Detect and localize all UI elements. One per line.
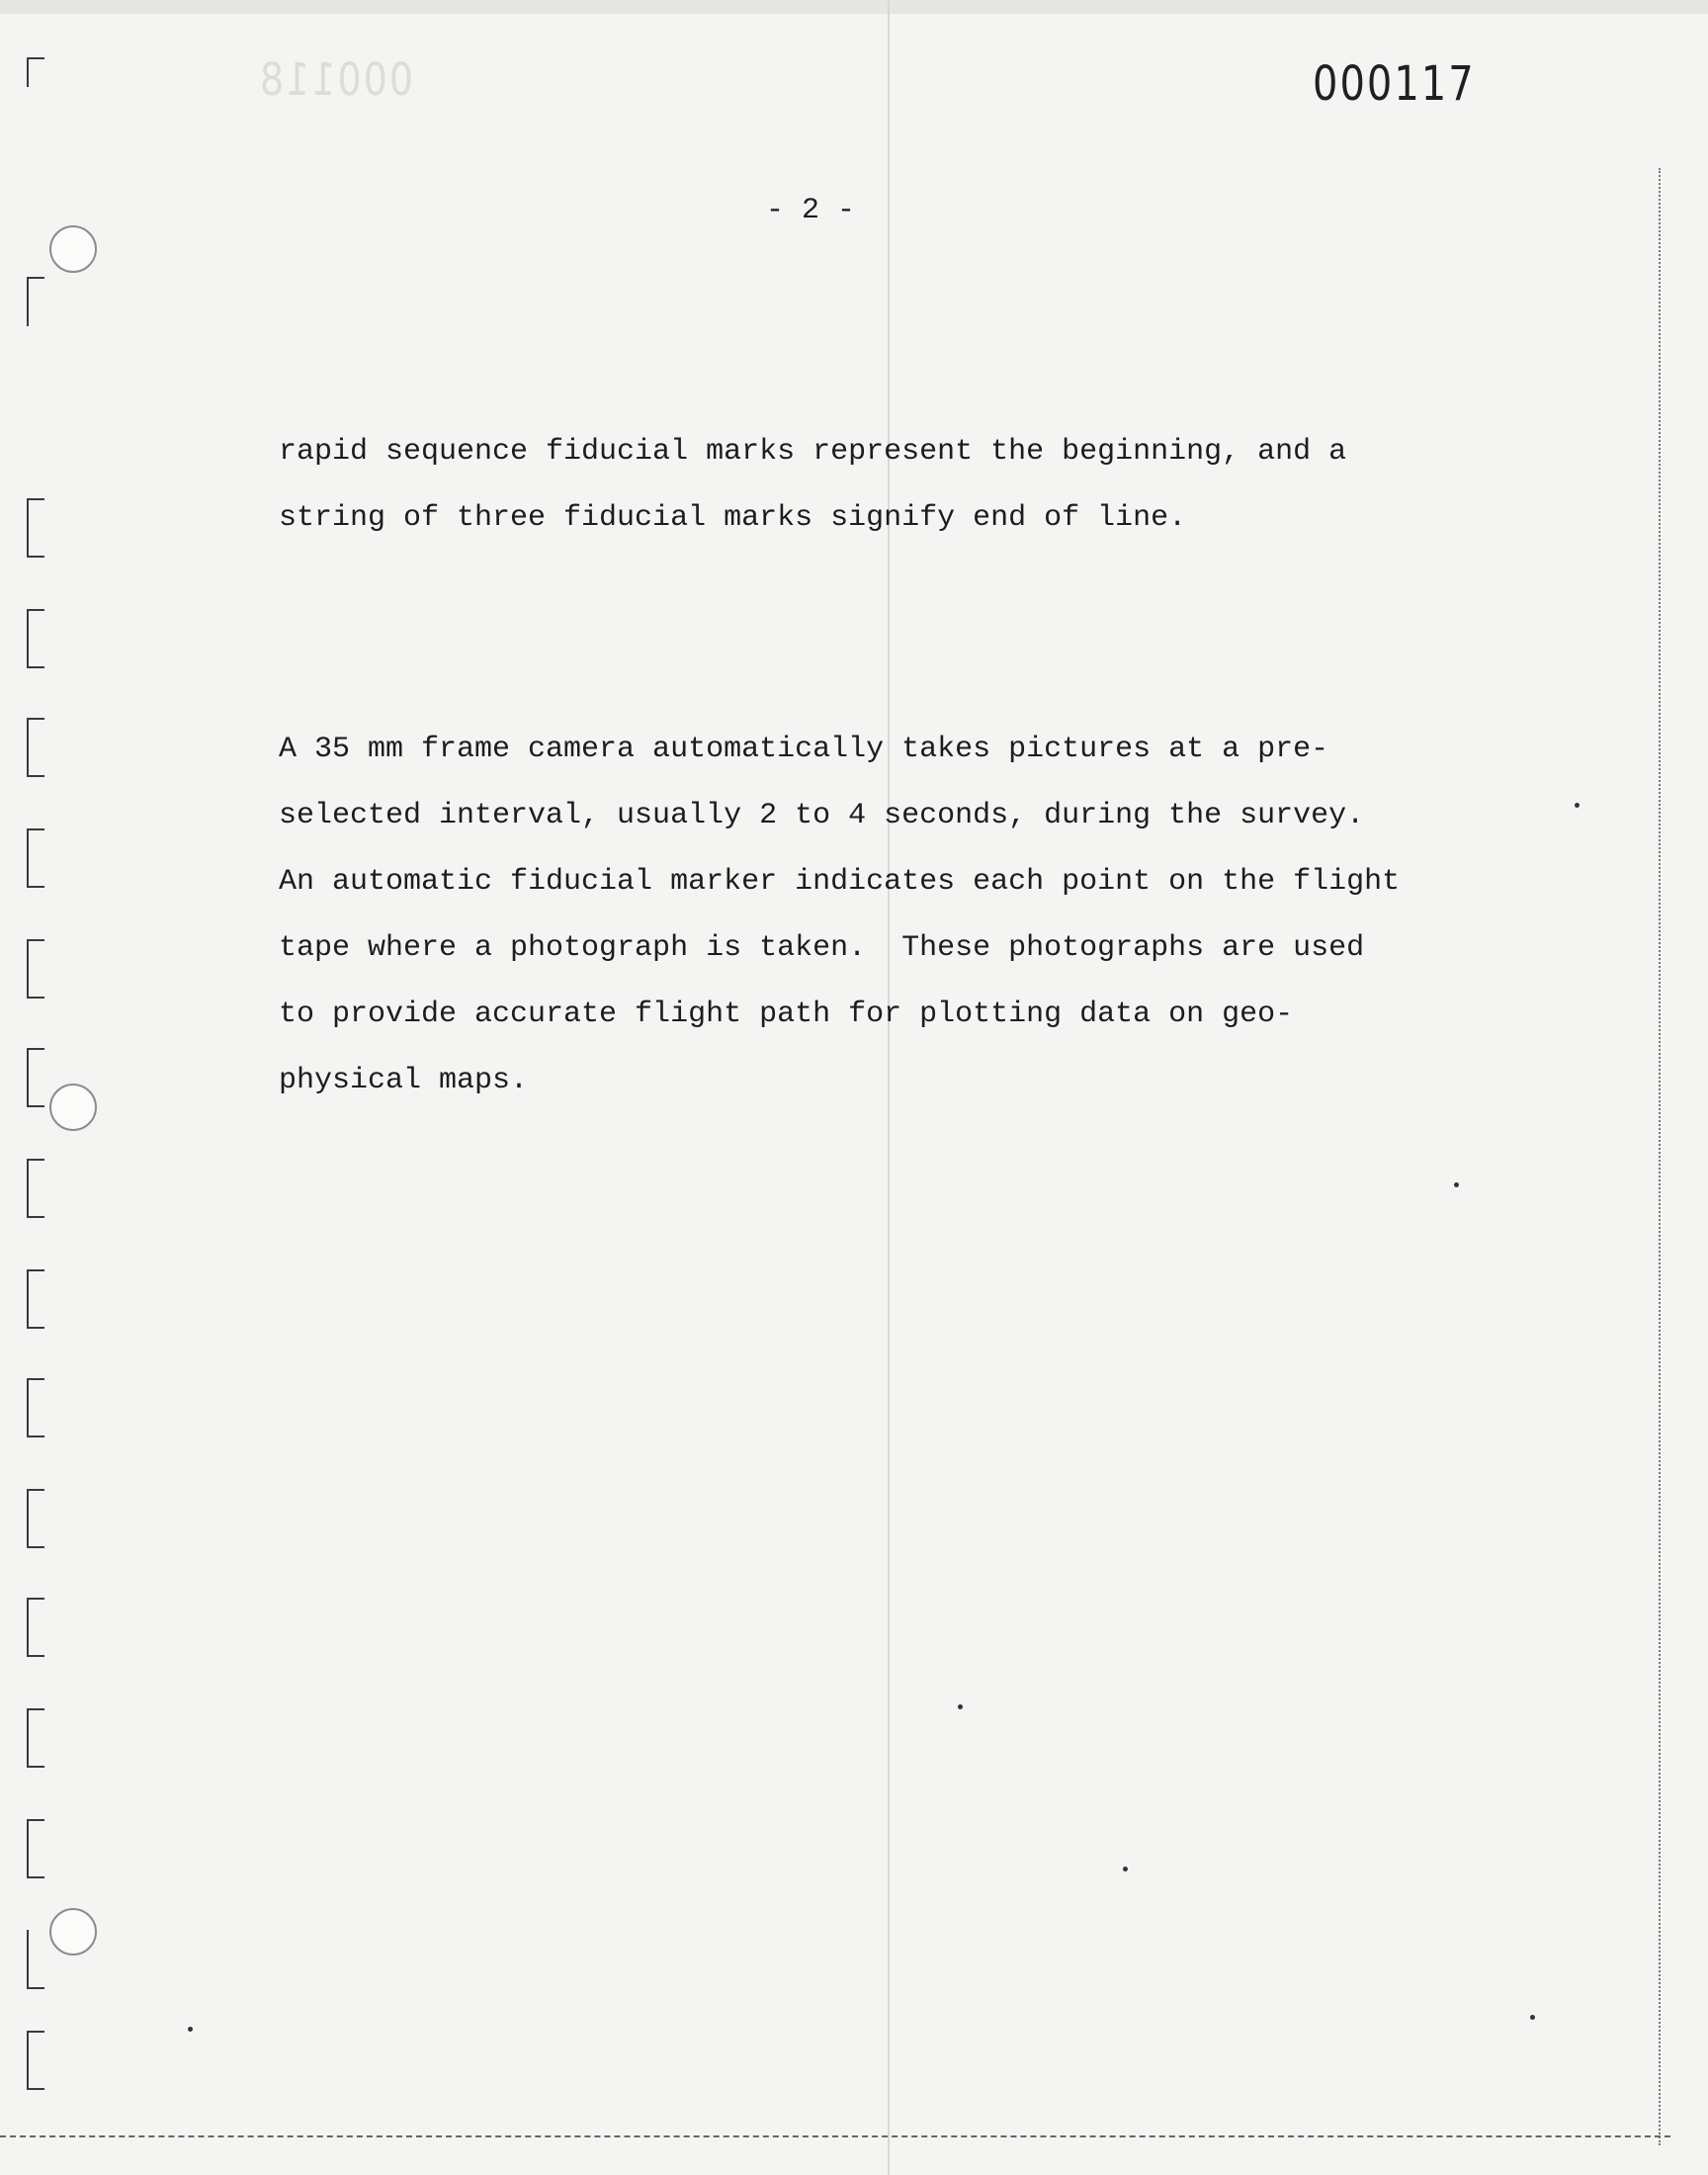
margin-bracket-icon — [27, 1598, 44, 1657]
bleed-through-number: 000118 — [257, 53, 413, 106]
scan-speck — [1530, 2015, 1535, 2020]
margin-bracket-icon — [27, 1708, 44, 1768]
page-label: - 2 - — [765, 194, 855, 227]
margin-bracket-icon — [27, 609, 44, 668]
margin-bracket-icon — [27, 498, 44, 558]
margin-bracket-icon — [27, 57, 44, 87]
margin-bracket-icon — [27, 1378, 44, 1437]
margin-bracket-icon — [27, 1930, 44, 1989]
paragraph-1: rapid sequence fiducial marks represent the beginning, and a string of three fiducial marks signify end of line. — [279, 435, 1347, 535]
scan-speck — [1123, 1867, 1128, 1871]
margin-bracket-icon — [27, 1819, 44, 1878]
margin-bracket-icon — [27, 2031, 44, 2090]
margin-bracket-icon — [27, 828, 44, 888]
margin-bracket-icon — [27, 939, 44, 999]
margin-bracket-icon — [27, 1048, 44, 1107]
scan-speck — [958, 1704, 963, 1709]
margin-bracket-icon — [27, 718, 44, 777]
scan-speck — [188, 2027, 193, 2032]
scan-top-edge — [0, 0, 1708, 14]
page-number-stamp: 000117 — [1313, 57, 1476, 113]
perforation-edge-right — [1659, 168, 1661, 2145]
binder-hole-icon — [49, 225, 97, 273]
margin-bracket-icon — [27, 1489, 44, 1548]
scan-speck — [1575, 803, 1580, 808]
margin-bracket-icon — [27, 277, 44, 326]
margin-bracket-icon — [27, 1269, 44, 1329]
paragraph-2: A 35 mm frame camera automatically takes pictures at a pre- selected interval, usually 2 to 4 seconds, during the survey. An automatic fiducial marker indicates each point on the flight tape where a photograph is taken. These photographs are used to provide accurate flight path for plotting data on geo- physical maps. — [279, 733, 1401, 1097]
binder-hole-icon — [49, 1908, 97, 1956]
perforation-edge-bottom — [0, 2135, 1670, 2137]
margin-bracket-icon — [27, 1159, 44, 1218]
binder-hole-icon — [49, 1084, 97, 1131]
scan-speck — [1454, 1182, 1459, 1187]
body-text — [279, 287, 1564, 1097]
